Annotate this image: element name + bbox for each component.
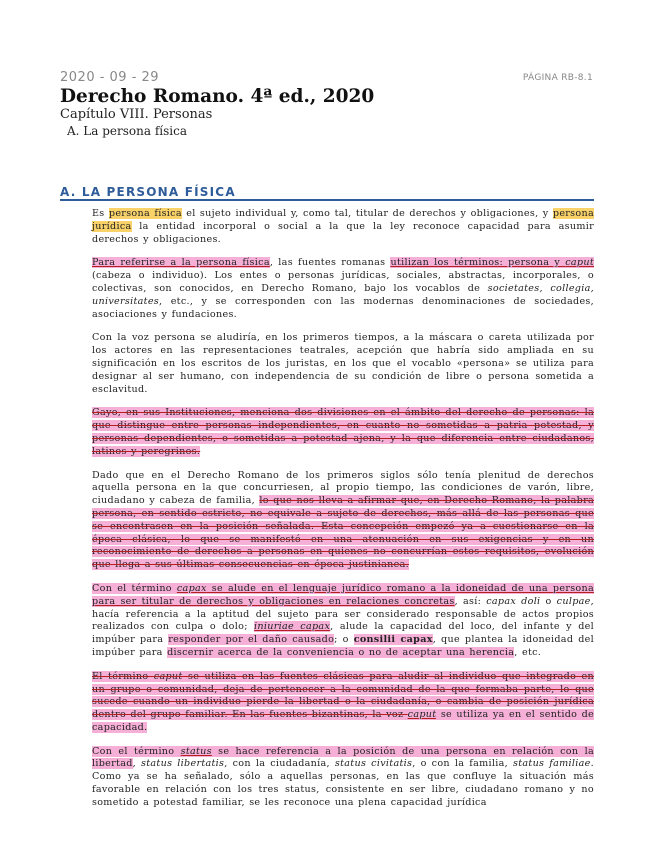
text-run: , hacía referencia a la aptitud del sujeto para ser considerado responsable de actos propios realizados con culpa o dolo; <box>92 595 594 633</box>
highlighted-text: caput <box>565 257 594 269</box>
text-run: . Como ya se ha señalado, sólo a aquellas personas, en las que confluye la situación más favorable en relación con los tres status, consistente en ser libre, ciudadano romano y no sometido a potestad familiar, se les reconoce una plena capacidad jurídica <box>92 758 595 808</box>
highlighted-text: se alude en el lenguaje jurídico romano a la idoneidad de una persona para ser titular de derechos y obligaciones en relaciones concretas <box>92 582 594 607</box>
highlighted-text: Para referirse a la persona física <box>92 257 270 269</box>
text-run: , así: <box>454 595 487 607</box>
highlighted-text: status <box>180 745 212 757</box>
text-run: , las fuentes romanas <box>269 257 391 269</box>
highlighted-text: responder por el daño causado <box>168 634 335 646</box>
body-paragraph <box>92 746 594 810</box>
text-run: , <box>132 758 142 770</box>
highlighted-text: discernir acerca de la conveniencia o no de aceptar una herencia <box>167 646 515 658</box>
text-run: status civitatis <box>334 758 413 770</box>
highlighted-text: Con el término <box>92 745 181 757</box>
text-run: societates, collegia, universitates <box>92 282 594 307</box>
text-run: Con la voz persona se aludiría, en los primeros tiempos, a la máscara o careta utilizada por los actores en las representaciones teatrales, acepción que habría sido ampliada en su significación en los escritos de los juristas, en los que el vocablo «persona» se utiliza para designar al ser humano, con independencia de su condición de libre o persona sometida a esclavitud. <box>92 332 594 395</box>
text-run: , alude la capacidad del loco, del infante y del impúber para <box>92 621 594 646</box>
text-run: , etc. <box>514 646 542 658</box>
text-run: la entidad incorporal o social a la que la ley reconoce capacidad para asumir derechos y obligaciones. <box>92 220 594 245</box>
body-paragraph <box>92 257 594 321</box>
page-number-label: PÁGINA RB-8.1 <box>522 73 593 83</box>
section-heading <box>60 181 594 201</box>
document-body <box>92 208 594 821</box>
highlighted-text: Con el término <box>92 582 177 594</box>
document-title: Derecho Romano. 4ª ed., 2020 <box>60 86 375 107</box>
highlighted-text: Gayo, en sus Instituciones, menciona dos divisiones en el ámbito del derecho de personas: la que distingue entre personas independientes, en cuanto no sometidas a patria potestad, y personas dependientes, o sometidas a potestad ajena, y la que diferencia entre ciudadanos, latinos y peregrinos. <box>92 407 594 457</box>
text-run: , con la ciudadanía, <box>224 758 335 770</box>
highlighted-text: caput <box>407 709 437 721</box>
highlighted-text: lo que nos lleva a afirmar que, en Derecho Romano, la palabra persona, en sentido estricto, no equivale a sujeto de derechos, más allá de las personas que se encontrasen en la posición señalada. Esta concepción empezó ya a cuestionarse en la época clásica, lo que se manifestó en una atenuación en sus exigencias y en un reconocimiento de derechos a personas en quienes no concurrían estos requisitos, evolución que llega a sus últimas consecuencias en época justinianea. <box>92 495 594 571</box>
body-paragraph <box>92 583 594 660</box>
section-heading-text: A. LA PERSONA FÍSICA <box>60 185 236 199</box>
chapter-title: Capítulo VIII. Personas <box>60 107 213 122</box>
highlighted-text: se utiliza ya en el sentido de capacidad. <box>92 709 594 733</box>
body-paragraph <box>92 208 594 246</box>
text-run: ; o <box>334 634 354 646</box>
highlighted-text: persona jurídica <box>92 208 594 232</box>
subsection-title: A. La persona física <box>67 124 187 138</box>
body-paragraph <box>92 407 594 458</box>
text-run: capax doli <box>486 595 541 607</box>
text-run: status libertatis <box>141 758 225 770</box>
highlighted-text: iniuriae capax <box>254 621 331 633</box>
document-date: 2020 - 09 - 29 <box>60 70 160 85</box>
text-run: , que plantea la idoneidad del impúber para <box>92 634 594 658</box>
highlighted-text: persona física <box>108 208 182 219</box>
body-paragraph <box>92 332 594 396</box>
highlighted-text: caput <box>153 670 183 682</box>
highlighted-text: se hace referencia a la posición de una persona en relación con la libertad <box>92 745 594 770</box>
highlighted-text: consilii capax <box>353 634 433 646</box>
highlighted-text: utilizan los términos: persona y <box>390 257 566 269</box>
text-run: status familiae <box>513 758 591 770</box>
text-run: , o con la familia, <box>412 758 514 770</box>
text-run: o <box>540 595 557 607</box>
highlighted-text: capax <box>176 582 207 594</box>
text-run: Es <box>92 208 109 219</box>
body-paragraph <box>92 671 594 735</box>
text-run: , etc., y se corresponden con las modernas denominaciones de sociedades, asociaciones y fundaciones. <box>92 295 594 320</box>
body-paragraph <box>92 470 594 572</box>
text-run: (cabeza o individuo). Los entes o personas jurídicas, sociales, abstractas, incorporales, o colectivas, son conocidos, en Derecho Romano, bajo los vocablos de <box>92 270 594 294</box>
text-run: culpae <box>556 595 591 607</box>
highlighted-text: El término <box>92 670 154 682</box>
text-run: el sujeto individual y, como tal, titular de derechos y obligaciones, y <box>181 208 553 219</box>
highlighted-text: se utiliza en las fuentes clásicas para aludir al individuo que integrado en un grupo o comunidad, deja de pertenecer a la comunidad de la que formaba parte, lo que sucede cuando un individuo pierde la libertad o la ciudadanía, o cambia de posición jurídica dentro del grupo familiar. En las fuentes bizantinas, la voz <box>92 670 594 721</box>
text-run: Dado que en el Derecho Romano de los primeros siglos sólo tenía plenitud de derechos aquella persona en la que concurriesen, al propio tiempo, las condiciones de varón, libre, ciudadano y cabeza de familia, <box>92 469 594 507</box>
